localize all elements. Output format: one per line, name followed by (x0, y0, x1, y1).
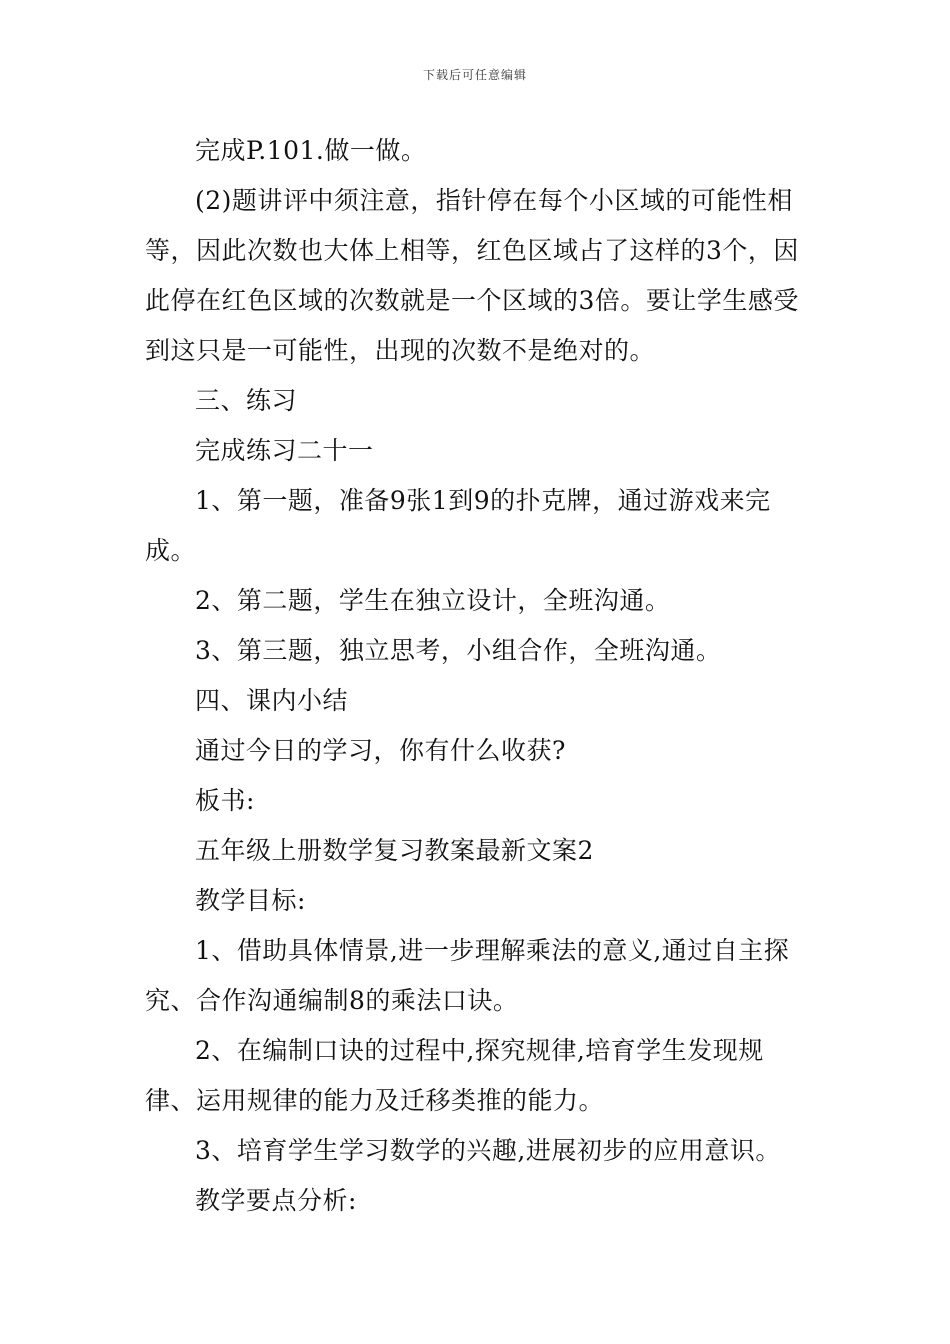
list-item-question-2: 2、第二题，学生在独立设计，全班沟通。 (195, 586, 671, 615)
section-heading-goals: 教学目标: (195, 886, 306, 915)
section-heading-practice: 三、练习 (195, 386, 298, 415)
list-item-question-3: 3、第三题，独立思考，小组合作，全班沟通。 (195, 636, 722, 665)
document-subtitle: 五年级上册数学复习教案最新文案2 (195, 836, 594, 865)
list-item-goal-3: 3、培育学生学习数学的兴趣,进展初步的应用意识。 (195, 1136, 781, 1165)
paragraph-blackboard: 板书: (195, 786, 255, 815)
list-item-goal-2: 2、在编制口诀的过程中,探究规律,培育学生发现规律、运用规律的能力及迁移类推的能力。 (145, 1036, 764, 1115)
list-item-question-1: 1、第一题，准备9张1到9的扑克牌，通过游戏来完成。 (145, 486, 771, 565)
paragraph-lecture-note: (2)题讲评中须注意，指针停在每个小区域的可能性相等，因此次数也大体上相等，红色区域占了这样的3个，因此停在红色区域的次数就是一个区域的3倍。要让学生感受到这只是一可能性，出现的次数不是绝对的。 (145, 186, 799, 365)
page-header: 下载后可任意编辑 (422, 68, 527, 82)
section-heading-analysis: 教学要点分析: (195, 1186, 357, 1215)
section-heading-summary: 四、课内小结 (195, 686, 349, 715)
list-item-goal-1: 1、借助具体情景,进一步理解乘法的意义,通过自主探究、合作沟通编制8的乘法口诀。 (145, 936, 790, 1015)
document-body (145, 126, 810, 1226)
paragraph-complete-exercise: 完成P.101.做一做。 (195, 136, 427, 165)
paragraph-summary-question: 通过今日的学习，你有什么收获? (195, 736, 566, 765)
paragraph-practice-21: 完成练习二十一 (195, 436, 374, 465)
